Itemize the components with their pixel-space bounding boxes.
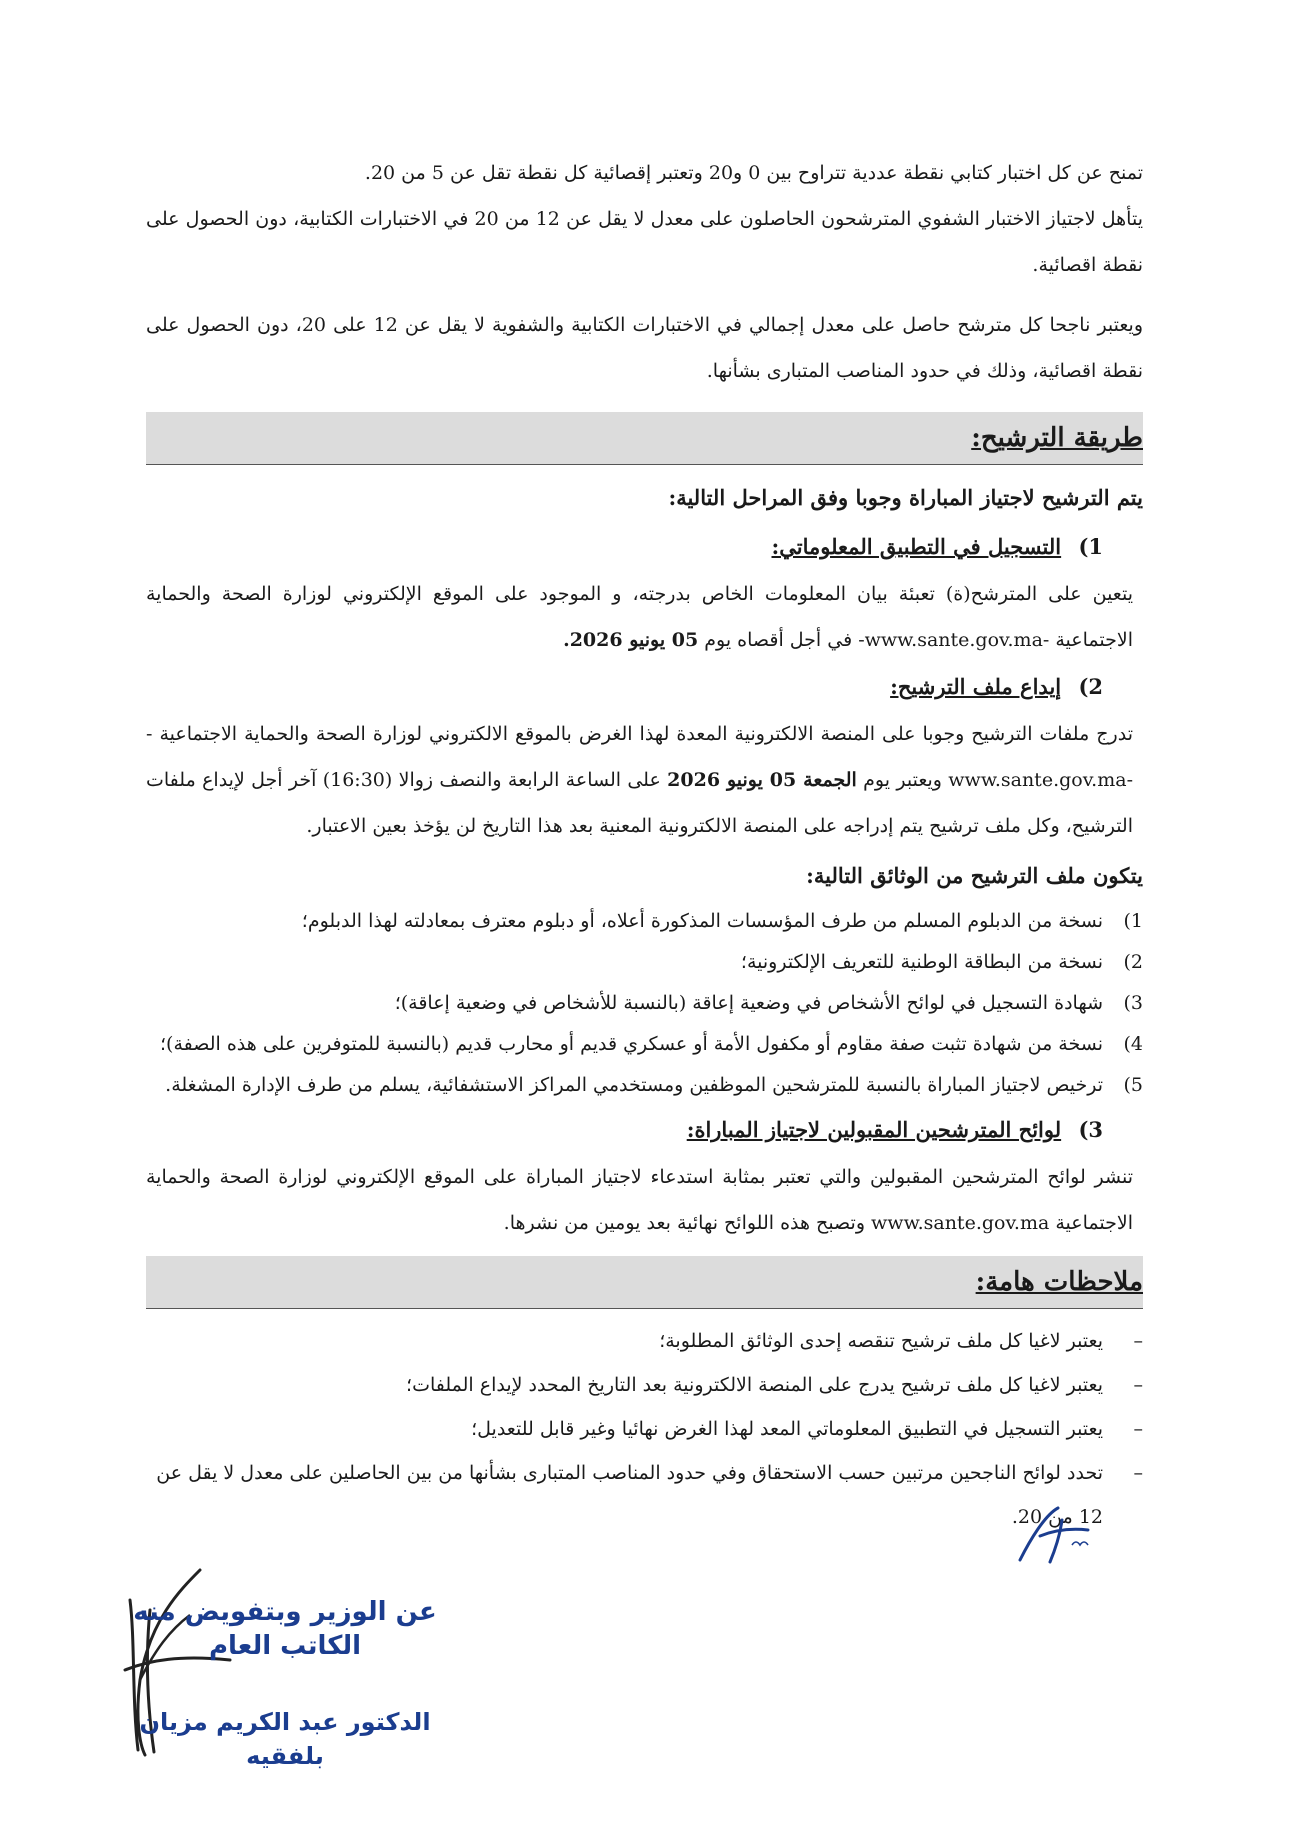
step-1-text-b: في أجل أقصاه يوم [704, 629, 853, 651]
step-1-text-a: يتعين على المترشح(ة) تعبئة بيان المعلومات الخاص بدرجته، و الموجود على الموقع الإلكتروني لوزارة الصحة والحماية الاجتماعية [146, 583, 1133, 651]
step-2-url: -www.sante.gov.ma- [146, 723, 1133, 791]
candidacy-lead: يتم الترشيح لاجتياز المباراة وجوبا وفق المراحل التالية: [668, 485, 1143, 510]
notes-list-item: – يعتبر لاغيا كل ملف ترشيح يدرج على المنصة الالكترونية بعد التاريخ المحدد لإيداع الملفات؛ [406, 1374, 1143, 1396]
step-3-text-b: وتصبح هذه اللوائح نهائية بعد يومين من نشرها. [503, 1212, 865, 1234]
notes-list-item: – يعتبر لاغيا كل ملف ترشيح تنقصه إحدى الوثائق المطلوبة؛ [659, 1330, 1143, 1352]
signature-delegation: عن الوزير وبتفويض منه [133, 1597, 437, 1627]
initials-scribble-icon [1000, 1500, 1110, 1570]
signature-title: الكاتب العام [208, 1631, 362, 1661]
step-2-date: الجمعة 05 يونيو 2026 [667, 769, 857, 791]
notes-heading: ملاحظات هامة: [975, 1267, 1143, 1297]
step-1-date: 05 يونيو 2026. [563, 629, 699, 651]
docs-list-item: 1) نسخة من الدبلوم المسلم من طرف المؤسسات المذكورة أعلاه، أو دبلوم معترف بمعادلته لهذا الدبلوم؛ [301, 910, 1143, 932]
docs-list-item: 4) نسخة من شهادة تثبت صفة مقاوم أو مكفول الأمة أو عسكري قديم أو محارب قديم (بالنسبة للمتوفرين على هذه الصفة)؛ [160, 1033, 1143, 1055]
step-2-text-b: ويعتبر يوم [863, 769, 942, 791]
step-3-number: 3) [1078, 1117, 1103, 1142]
docs-list [146, 901, 1143, 1106]
notes-section-header [146, 1256, 1143, 1309]
docs-list-item: 5) ترخيص لاجتياز المباراة بالنسبة للمترشحين الموظفين ومستخدمي المراكز الاستشفائية، يسلم من طرف الإدارة المشغلة. [165, 1074, 1143, 1096]
step-1-text [146, 571, 1133, 663]
signature-block [120, 1595, 450, 1773]
step-3-title: لوائح المترشحين المقبولين لاجتياز المباراة: [686, 1117, 1062, 1142]
step-3-text-a: تنشر لوائح المترشحين المقبولين والتي تعتبر بمثابة استدعاء لاجتياز المباراة على الموقع الإلكتروني لوزارة الصحة والحماية الاجتماعية [146, 1166, 1133, 1234]
step-3-text [146, 1154, 1133, 1246]
candidacy-section-header [146, 412, 1143, 465]
docs-heading: يتكون ملف الترشيح من الوثائق التالية: [806, 863, 1143, 888]
step-2-title: إيداع ملف الترشيح: [890, 674, 1062, 699]
notes-list [146, 1319, 1143, 1539]
docs-list-item: 2) نسخة من البطاقة الوطنية للتعريف الإلكترونية؛ [740, 951, 1143, 973]
step-2-text-a: تدرج ملفات الترشيح وجوبا على المنصة الالكترونية المعدة لهذا الغرض بالموقع الالكتروني لوزارة الصحة والحماية الاجتماعية [159, 723, 1133, 745]
document-body [146, 150, 1143, 1539]
intro-paragraph-1: تمنح عن كل اختبار كتابي نقطة عددية تتراوح بين 0 و20 وتعتبر إقصائية كل نقطة تقل عن 5 من 20. [364, 162, 1143, 184]
step-1-url: -www.sante.gov.ma- [858, 629, 1050, 651]
signature-name: الدكتور عبد الكريم مزيان بلفقيه [139, 1708, 431, 1770]
step-2-text [146, 711, 1133, 849]
step-1-number: 1) [1078, 534, 1103, 559]
step-1-heading [146, 523, 1103, 571]
intro-paragraph-2: يتأهل لاجتياز الاختبار الشفوي المترشحون الحاصلون على معدل لا يقل عن 12 من 20 في الاختبارات الكتابية، دون الحصول على نقطة اقصائية. [146, 208, 1143, 276]
step-3-heading [146, 1106, 1103, 1154]
step-3-url: www.sante.gov.ma [871, 1212, 1050, 1234]
step-2-heading [146, 663, 1103, 711]
intro-paragraph-3: ويعتبر ناجحا كل مترشح حاصل على معدل إجمالي في الاختبارات الكتابية والشفوية لا يقل عن 12 على 20، دون الحصول على نقطة اقصائية، وذلك في حدود المناصب المتبارى بشأنها. [146, 314, 1144, 382]
notes-list-item: – تحدد لوائح الناجحين مرتبين حسب الاستحقاق وفي حدود المناصب المتبارى بشأنها من بين الحاصلين على معدل لا يقل عن 12 من 20. [156, 1462, 1143, 1528]
candidacy-heading: طريقة الترشيح: [971, 423, 1143, 453]
docs-list-item: 3) شهادة التسجيل في لوائح الأشخاص في وضعية إعاقة (بالنسبة للأشخاص في وضعية إعاقة)؛ [394, 992, 1143, 1014]
notes-list-item: – يعتبر التسجيل في التطبيق المعلوماتي المعد لهذا الغرض نهائيا وغير قابل للتعديل؛ [471, 1418, 1143, 1440]
step-1-title: التسجيل في التطبيق المعلوماتي: [771, 534, 1062, 559]
step-2-text-c: على الساعة الرابعة والنصف زوالا (16:30) آخر أجل لإيداع ملفات الترشيح، وكل ملف ترشيح يتم إدراجه على المنصة الالكترونية المعنية بعد هذا التاريخ لن يؤخذ بعين الاعتبار. [146, 769, 1133, 837]
step-2-number: 2) [1078, 674, 1103, 699]
